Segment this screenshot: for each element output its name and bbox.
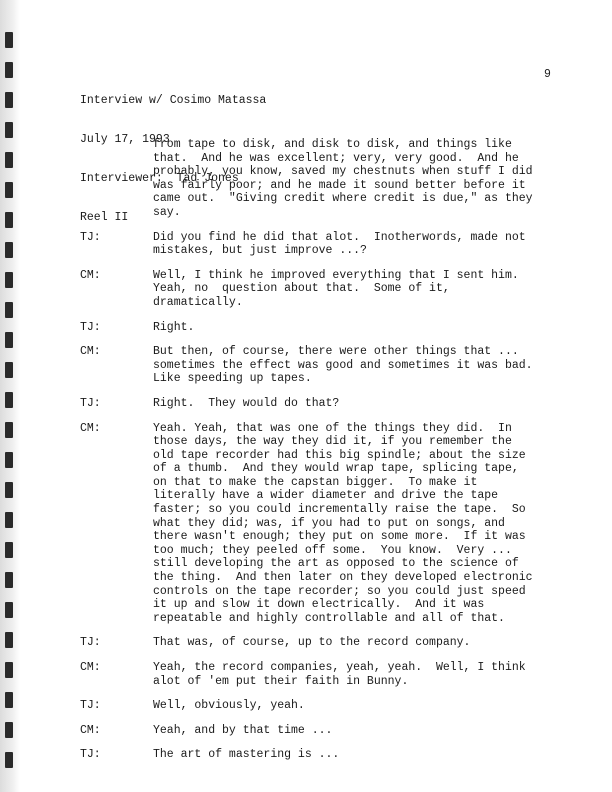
speech-text: Right. — [153, 320, 195, 334]
binding-hole — [5, 152, 13, 168]
binding-hole — [5, 302, 13, 318]
binding-hole — [5, 182, 13, 198]
speaker-label: CM: — [80, 268, 101, 282]
speaker-label: TJ: — [80, 396, 101, 410]
binding-hole — [5, 572, 13, 588]
binding-hole — [5, 212, 13, 228]
binding-hole — [5, 722, 13, 738]
transcript-turn — [80, 345, 558, 386]
transcript-turn — [80, 661, 558, 688]
binding-hole — [5, 362, 13, 378]
speech-text: The art of mastering is ... — [153, 748, 340, 762]
transcript-turn — [80, 748, 558, 762]
transcript-turn — [80, 138, 558, 220]
speaker-label: CM: — [80, 421, 101, 435]
speech-text: Yeah, and by that time ... — [153, 723, 333, 737]
speech-text: Right. They would do that? — [153, 396, 340, 410]
transcript-turn — [80, 269, 558, 310]
binding-hole — [5, 32, 13, 48]
speech-text: Yeah. Yeah, that was one of the things they did. In those days, the way they did it, if you remember the old tape recorder had this big spindle; about the size of a thumb. And they would wrap tape, splicing tape, on that to make the capstan bigger. To make it literally have a wider diameter and drive the tape faster; so you could incrementally raise the tape. So what they did; was, if you had to put on songs, and there wasn't enough; they put on some more. If it was too much; they peeled off some. You know. Very ... still developing the art as opposed to the science of the thing. And then later on they developed electronic controls on the tape recorder; so you could just speed it up and slow it down electrically. And it was repeatable and highly controllable and all of that. — [153, 421, 533, 625]
header-date: July 17, 1993 — [80, 133, 170, 146]
binding-hole — [5, 392, 13, 408]
transcript-turn — [80, 397, 558, 411]
binding-hole — [5, 62, 13, 78]
header-reel: Reel II — [80, 211, 129, 224]
speaker-label: CM: — [80, 345, 101, 359]
speech-text: That was, of course, up to the record company. — [153, 636, 471, 650]
header-title: Interview w/ Cosimo Matassa — [80, 94, 267, 107]
transcript-turn — [80, 724, 558, 738]
speaker-label: CM: — [80, 723, 101, 737]
speaker-label: TJ: — [80, 699, 101, 713]
transcript-body — [80, 138, 558, 773]
speech-text: Did you find he did that alot. Inotherwords, made not mistakes, but just improve ...? — [153, 230, 526, 258]
binding-hole — [5, 452, 13, 468]
binding-hole — [5, 242, 13, 258]
speaker-label: TJ: — [80, 636, 101, 650]
page-number: 9 — [544, 68, 551, 81]
speech-text: But then, of course, there were other things that ... sometimes the effect was good and sometimes it was bad. Like speeding up tapes. — [153, 345, 533, 386]
speech-text: Well, obviously, yeah. — [153, 699, 305, 713]
binding-hole — [5, 482, 13, 498]
speaker-label: CM: — [80, 661, 101, 674]
speaker-label: TJ: — [80, 320, 101, 334]
binding-hole — [5, 632, 13, 648]
transcript-turn — [80, 231, 558, 258]
binding-hole — [5, 692, 13, 708]
binding-hole — [5, 272, 13, 288]
speaker-label: TJ: — [80, 230, 101, 244]
speech-text: Yeah, the record companies, yeah, yeah. Well, I think alot of 'em put their faith in Bunny. — [153, 661, 526, 688]
header-interviewer: Interviewer: Tad Jones — [80, 172, 239, 185]
binding-hole — [5, 542, 13, 558]
transcript-turn — [80, 636, 558, 650]
transcript-turn — [80, 699, 558, 713]
speech-text: from tape to disk, and disk to disk, and things like that. And he was excellent; very, very good. And he probably, you know, saved my chestnuts when stuff I did was fairly poor; and he made it sound better before it came out. "Giving credit where credit is due," as they say. — [153, 138, 533, 219]
binding-margin — [0, 0, 20, 792]
speaker-label: TJ: — [80, 748, 101, 762]
binding-hole — [5, 602, 13, 618]
transcript-turn — [80, 321, 558, 335]
transcript-turn — [80, 422, 558, 626]
binding-hole — [5, 662, 13, 678]
binding-hole — [5, 92, 13, 108]
binding-hole — [5, 122, 13, 138]
binding-hole — [5, 332, 13, 348]
binding-hole — [5, 512, 13, 528]
speech-text: Well, I think he improved everything that I sent him. Yeah, no question about that. Some of it, dramatically. — [153, 268, 519, 309]
binding-hole — [5, 752, 13, 768]
binding-hole — [5, 422, 13, 438]
